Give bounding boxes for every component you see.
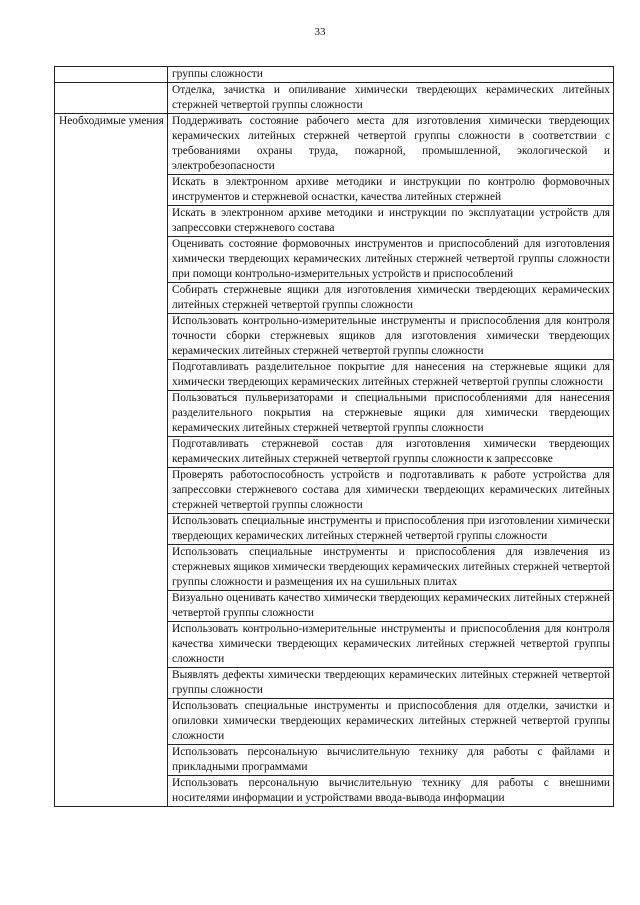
table-row xyxy=(55,67,614,83)
row-text-cell: Подготавливать разделительное покрытие для нанесения на стержневые ящики для химически твердеющих керамических литейных стержней четвертой группы сложности xyxy=(168,360,614,391)
page-number: 33 xyxy=(314,26,326,38)
row-text-cell: Подготавливать стержневой состав для изготовления химически твердеющих керамических литейных стержней четвертой группы сложности к запрессовке xyxy=(168,437,614,468)
row-text-cell: Использовать специальные инструменты и приспособления для извлечения из стержневых ящиков химически твердеющих керамических литейных стержней четвертой группы сложности и размещения их на сушильных плитах xyxy=(168,545,614,591)
table-row xyxy=(55,83,614,114)
row-text-cell: Оценивать состояние формовочных инструментов и приспособлений для изготовления химически твердеющих керамических литейных стержней четвертой группы сложности при помощи контрольно-измерительных устройств и приспособлений xyxy=(168,237,614,283)
row-text-cell: группы сложности xyxy=(168,67,614,83)
row-text-cell: Выявлять дефекты химически твердеющих керамических литейных стержней четвертой группы сложности xyxy=(168,668,614,699)
row-header-cell xyxy=(55,67,168,83)
row-text-cell: Собирать стержневые ящики для изготовления химически твердеющих керамических литейных стержней четвертой группы сложности xyxy=(168,283,614,314)
row-text-cell: Использовать персональную вычислительную технику для работы с внешними носителями информации и устройствами ввода-вывода информации xyxy=(168,776,614,807)
row-text-cell: Использовать специальные инструменты и приспособления для отделки, зачистки и опиловки химически твердеющих керамических литейных стержней четвертой группы сложности xyxy=(168,699,614,745)
skills-table xyxy=(54,66,614,807)
row-header-cell xyxy=(55,83,168,114)
table-row xyxy=(55,114,614,175)
row-text-cell: Пользоваться пульверизаторами и специальными приспособлениями для нанесения разделительного покрытия на стержневые ящики для химически твердеющих керамических литейных стержней четвертой группы сложности xyxy=(168,391,614,437)
row-text-cell: Использовать специальные инструменты и приспособления при изготовлении химически твердеющих керамических литейных стержней четвертой группы сложности xyxy=(168,514,614,545)
row-text-cell: Поддерживать состояние рабочего места для изготовления химически твердеющих керамических литейных стержней четвертой группы сложности в соответствии с требованиями охраны труда, пожарной, промышленной, экологической и электробезопасности xyxy=(168,114,614,175)
row-text-cell: Искать в электронном архиве методики и инструкции по контролю формовочных инструментов и стержневой оснастки, качества литейных стержней xyxy=(168,175,614,206)
row-text-cell: Искать в электронном архиве методики и инструкции по эксплуатации устройств для запрессовки стержневого состава xyxy=(168,206,614,237)
row-text-cell: Использовать контрольно-измерительные инструменты и приспособления для контроля качества химически твердеющих керамических литейных стержней четвертой группы сложности xyxy=(168,622,614,668)
section-header-necessary-skills: Необходимые умения xyxy=(55,114,168,807)
row-text-cell: Визуально оценивать качество химически твердеющих керамических литейных стержней четвертой группы сложности xyxy=(168,591,614,622)
row-text-cell: Использовать персональную вычислительную технику для работы с файлами и прикладными программами xyxy=(168,745,614,776)
row-text-cell: Использовать контрольно-измерительные инструменты и приспособления для контроля точности сборки стержневых ящиков для изготовления химически твердеющих керамических литейных стержней четвертой группы сложности xyxy=(168,314,614,360)
row-text-cell: Проверять работоспособность устройств и подготавливать к работе устройства для запрессовки стержневого состава для химически твердеющих керамических литейных стержней четвертой группы сложности xyxy=(168,468,614,514)
row-text-cell: Отделка, зачистка и опиливание химически твердеющих керамических литейных стержней четвертой группы сложности xyxy=(168,83,614,114)
